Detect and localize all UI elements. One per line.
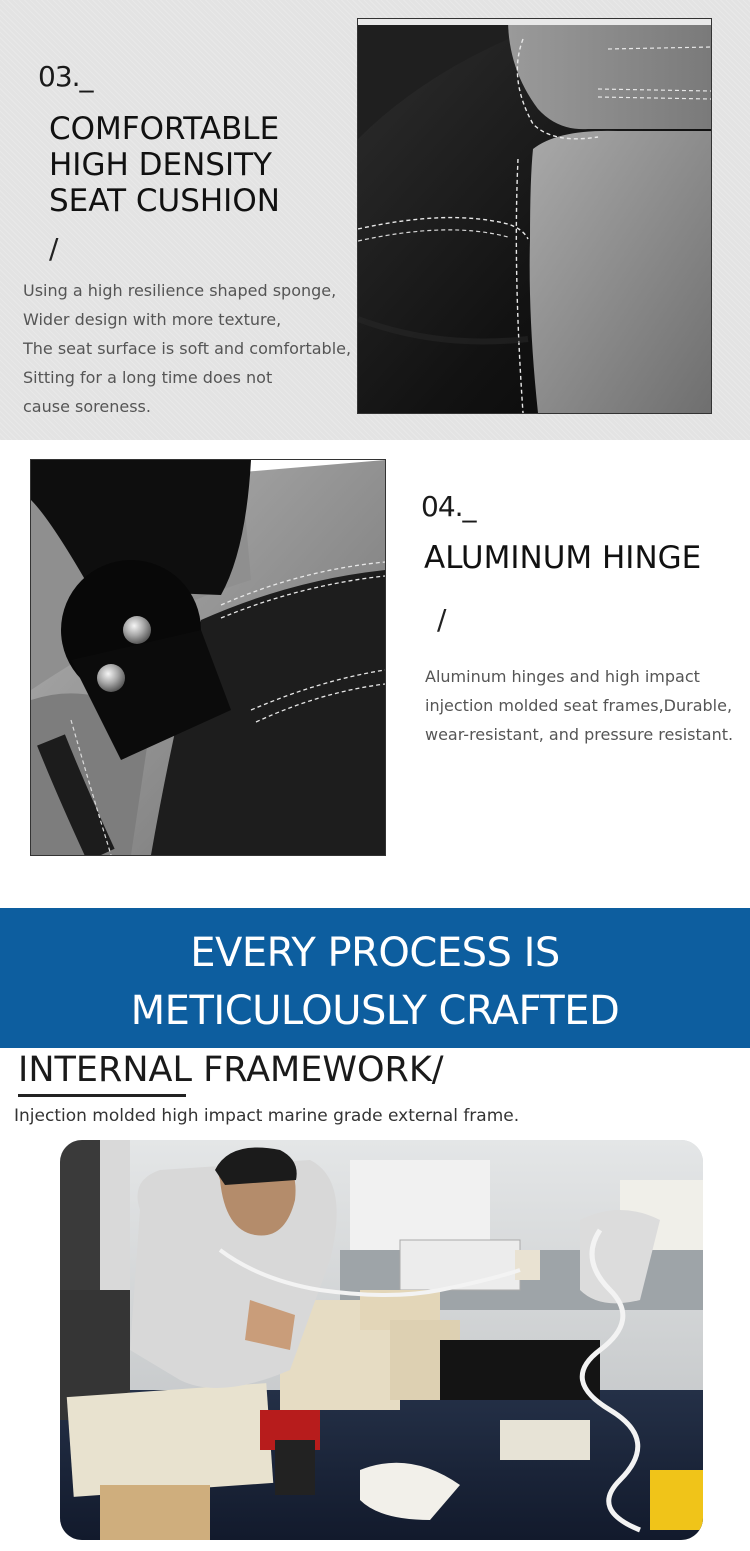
description-line: wear-resistant, and pressure resistant. [425, 725, 734, 744]
feature-description [425, 662, 733, 749]
feature-title-line: SEAT CUSHION [49, 183, 280, 219]
crafted-banner [0, 908, 750, 1048]
description-line: Aluminum hinges and high impact [425, 667, 700, 686]
seat-cushion-photo [357, 18, 712, 414]
description-line: cause soreness. [23, 397, 151, 416]
feature-title-line: COMFORTABLE [49, 111, 280, 147]
feature-description [23, 276, 351, 421]
cushion-feature-section [0, 0, 750, 440]
description-line: Sitting for a long time does not [23, 368, 273, 387]
feature-title-line: HIGH DENSITY [49, 147, 272, 183]
feature-title [49, 111, 280, 219]
internal-framework-title: INTERNAL FRAMEWORK/ [18, 1050, 444, 1090]
description-line: Using a high resilience shaped sponge, [23, 281, 337, 300]
feature-title: ALUMINUM HINGE [424, 540, 702, 576]
description-line: The seat surface is soft and comfortable, [23, 339, 352, 358]
workshop-photo [60, 1140, 703, 1540]
feature-number: 03._ [38, 60, 93, 93]
title-underline [18, 1094, 186, 1097]
feature-number: 04._ [421, 490, 476, 523]
banner-line: EVERY PROCESS IS [190, 930, 560, 976]
aluminum-hinge-photo [30, 459, 386, 856]
slash-divider: / [49, 232, 59, 265]
description-line: injection molded seat frames,Durable, [425, 696, 733, 715]
description-line: Wider design with more texture, [23, 310, 282, 329]
internal-framework-subtitle: Injection molded high impact marine grade external frame. [14, 1106, 520, 1126]
slash-divider: / [437, 603, 447, 636]
banner-line: METICULOUSLY CRAFTED [130, 988, 620, 1034]
